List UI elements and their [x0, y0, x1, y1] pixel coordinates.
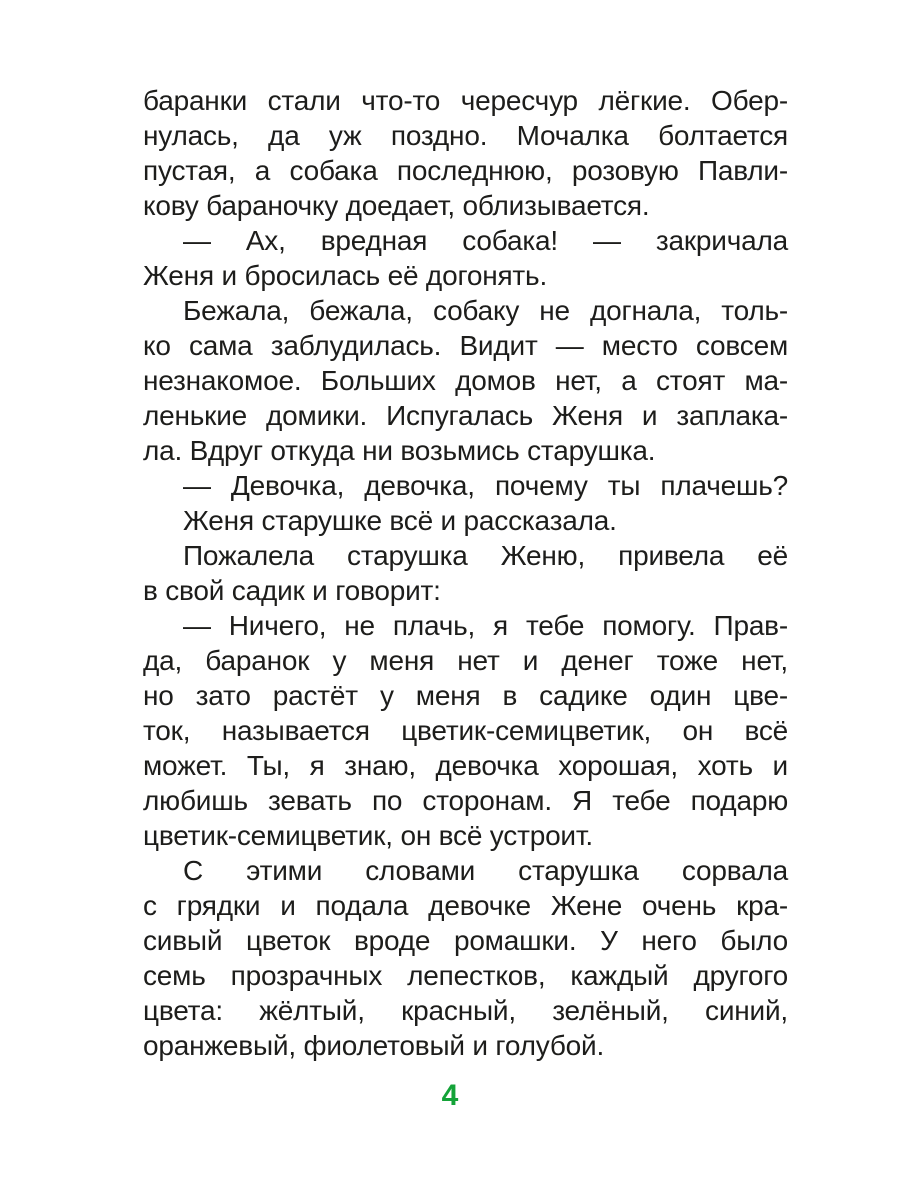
text-line: цвета: жёлтый, красный, зелёный, синий,: [143, 995, 788, 1026]
text-line: может. Ты, я знаю, девочка хорошая, хоть и: [143, 750, 788, 781]
text-line: Бежала, бежала, собаку не догнала, толь-: [183, 295, 788, 326]
text-line: Пожалела старушка Женю, привела её: [183, 540, 788, 571]
text-line: с грядки и подала девочке Жене очень кра-: [143, 890, 788, 921]
text-line: незнакомое. Больших домов нет, а стоят ма-: [143, 365, 788, 396]
text-line: пустая, а собака последнюю, розовую Павли-: [143, 155, 788, 186]
text-line: любишь зевать по сторонам. Я тебе подарю: [143, 785, 788, 816]
text-line: — Ах, вредная собака! — закричала: [183, 225, 788, 256]
page-number: 4: [441, 1079, 459, 1112]
text-line: оранжевый, фиолетовый и голубой.: [143, 1030, 605, 1061]
text-line: кову бараночку доедает, облизывается.: [143, 190, 650, 221]
text-line: Женя старушке всё и рассказала.: [183, 505, 617, 536]
text-line: баранки стали что-то чересчур лёгкие. Обер-: [143, 85, 788, 116]
text-line: ла. Вдруг откуда ни возьмись старушка.: [143, 435, 656, 466]
text-line: в свой садик и говорит:: [143, 575, 441, 606]
story-text-block: [143, 83, 788, 1063]
text-line: Женя и бросилась её догонять.: [143, 260, 548, 291]
text-line: С этими словами старушка сорвала: [183, 855, 788, 886]
text-line: семь прозрачных лепестков, каждый другого: [143, 960, 788, 991]
text-line: ток, называется цветик-семицветик, он всё: [143, 715, 788, 746]
text-line: нулась, да уж поздно. Мочалка болтается: [143, 120, 788, 151]
text-line: ко сама заблудилась. Видит — место совсем: [143, 330, 788, 361]
text-line: сивый цветок вроде ромашки. У него было: [143, 925, 788, 956]
text-line: — Девочка, девочка, почему ты плачешь?: [183, 470, 788, 501]
text-line: — Ничего, не плачь, я тебе помогу. Прав-: [183, 610, 788, 641]
text-line: ленькие домики. Испугалась Женя и заплака-: [143, 400, 788, 431]
text-line: цветик-семицветик, он всё устроит.: [143, 820, 593, 851]
text-line: да, баранок у меня нет и денег тоже нет,: [143, 645, 788, 676]
text-line: но зато растёт у меня в садике один цве-: [143, 680, 788, 711]
